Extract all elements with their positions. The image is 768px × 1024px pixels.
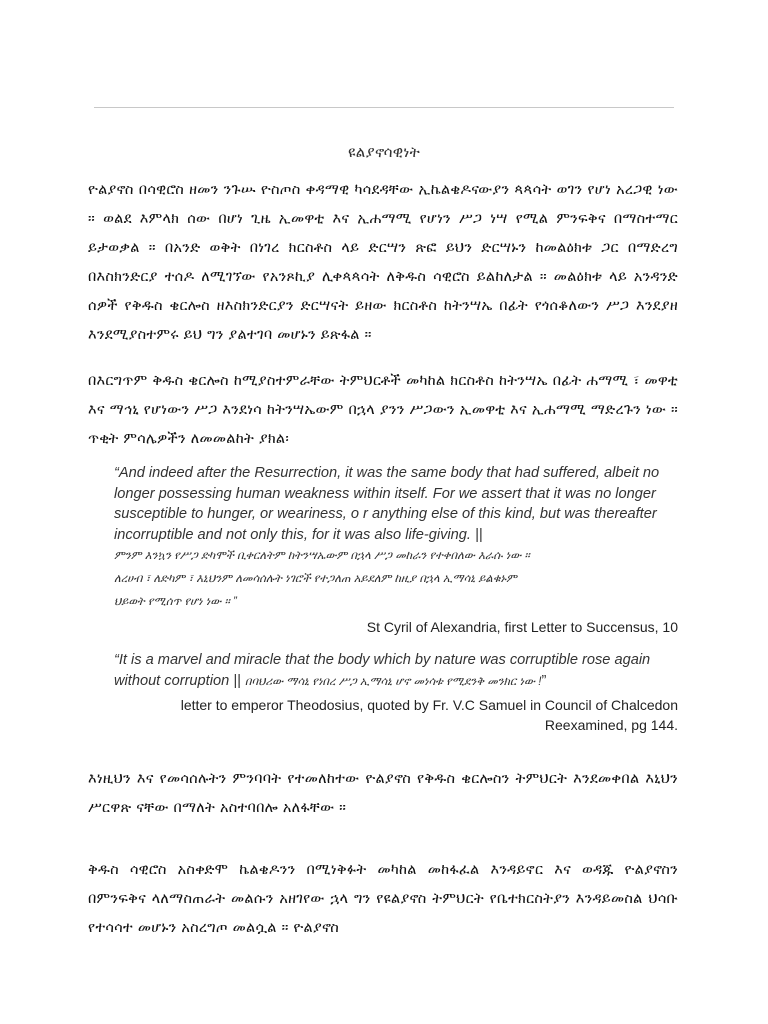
header-divider xyxy=(94,107,674,108)
quote-2-source-line-2: Reexamined, pg 144. xyxy=(544,717,678,733)
paragraph-3: እነዚህን እና የመሳሰሉትን ምንባባት የተመለከተው ዮልያኖስ የቅዱስ ቄርሎስን ትምህርት እንደመቀበል እኒህን ሥርዋጽ ናቸው በማለት አስተባበሎ አለፋቸው ። xyxy=(88,770,678,816)
quote-1-english: “And indeed after the Resurrection, it was the same body that had suffered, albeit no longer possessing human weakness within itself. For we assert that it was no longer susceptible to hunger, or weariness, o r anything else of this kind, but was thereafter incorruptible and not only this, for it was also life-giving. || xyxy=(114,465,660,543)
paragraph-2: በእርግጥም ቅዱስ ቄርሎስ ከሚያስተምራቸው ትምህርቶች መካከል ክርስቶስ ከትንሣኤ በፊት ሐማሚ ፣ መዋቲ እና ማኅኒ የሆነውን ሥጋ እንደነሳ ከትንሣኤውም በኋላ ያንን ሥጋውን ኢመዋቲ እና ኢሐማሚ ማድረጉን ነው ። ጥቂት ምሳሌዎችን ለመመልከት ያክል፡ xyxy=(88,372,678,447)
quote-2-close-mark: ” xyxy=(541,672,547,689)
quote-2-amharic: በባህሪው ማሳኒ የነበረ ሥጋ ኢማሳኒ ሆኖ መነሳቱ የሚደንቅ መንክር ነው ! xyxy=(244,675,542,688)
quote-2-source-line-1: letter to emperor Theodosius, quoted by Fr. V.C Samuel in Council of Chalcedon xyxy=(180,697,678,713)
paragraph-1: ዮልያኖስ በሳዊሮስ ዘመን ንጉሡ ዮስጦስ ቀዳማዊ ካሳደዳቸው ኢኬልቄዶናውያን ጳጳሳት ወገን የሆነ አረጋዊ ነው ። ወልደ እምላክ ሰው በሆነ ጊዜ ኢመዋቲ እና ኢሐማሚ የሆነን ሥጋ ነሣ የሚል ምንፍቅና በማስተማር ይታወቃል ። በአንድ ወቅት በነገረ ክርስቶስ ላይ ድርሣን ጽፎ ይህን ድርሣኑን ከመልዕክቱ ጋር በማድረግ በእስክንድርያ ተሰዶ ለሚገኘው የአንጾኪያ ሊቀጳጳሳት ለቅዱስ ሳዊሮስ ይልከለታል ። መልዕክቱ ላይ አንዳንድ ሰዎች የቅዱስ ቄርሎስ ዘእስክንድርያን ድርሣናት ይዘው ክርስቶስ ከትንሣኤ በፊት የጎሰቆለውን ሥጋ እንደያዘ እንደሚያስተምሩ ይህ ግን ያልተገባ መሆኑን ይጽፋል ። xyxy=(88,181,678,343)
quote-1-amharic-line-2: ለረሀብ ፣ ለድካም ፣ እኒህንም ለመሳሰሉት ነገሮች የተጋለጠ አይደለም ከዚያ በኋላ ኢማሳኒ ይልቁኑም xyxy=(114,573,517,585)
paragraph-4: ቅዱስ ሳዊሮስ አስቀድሞ ኬልቄዶንን በሚነቅፉት መካከል መከፋፈል እንዳይኖር እና ወዳጁ ዮልያኖስን በምንፍቅና ላለማስጠራት መልሱን አዘገየው ኋላ ግን የዩልያኖስ ትምህርት የቤተክርስትያን እንዳይመስል ህሳቡ የተሳሳተ መሆኑን አስረግጦ መልሷል ። ዮልያኖስ xyxy=(88,861,678,936)
page-title: ዩልያኖሳዊነት xyxy=(347,143,420,161)
quote-cyril-theodosius xyxy=(114,650,678,735)
quote-1-source: St Cyril of Alexandria, first Letter to Succensus, 10 xyxy=(366,619,678,635)
quote-cyril-succensus xyxy=(114,463,678,637)
quote-2-english: “It is a marvel and miracle that the body which by nature was corruptible rose again without corruption || xyxy=(114,652,651,689)
quote-1-amharic-line-3: ህይወት የሚሰጥ የሆነ ነው ። ” xyxy=(114,596,237,608)
quote-1-amharic-line-1: ምንም እንኳን የሥጋ ድካሞች ቢቀርለትም ከትንሣኤውም በኋላ ሥጋ መከራን የተቀበለው እራሱ ነው ። xyxy=(114,550,530,562)
